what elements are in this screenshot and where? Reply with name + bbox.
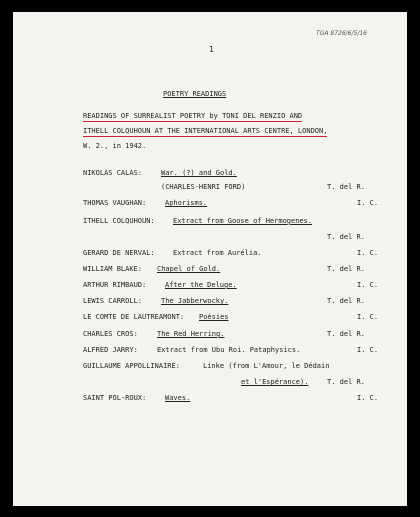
entry-author: LEWIS CARROLL:	[83, 297, 143, 305]
entry-credit: I. C.	[357, 346, 379, 354]
entry-work: The Red Herring.	[157, 330, 225, 338]
entry-author: GERARD DE NERVAL:	[83, 249, 155, 257]
archive-reference: TGA 8726/6/5/16	[316, 30, 367, 37]
entry-author: WILLIAM BLAKE:	[83, 265, 143, 273]
entry-author: NIKOLAS CALAS:	[83, 169, 143, 177]
entry-work: Extract from Aurélia.	[173, 249, 262, 257]
document-page	[13, 12, 407, 506]
entry-work: War. (?) and Gold.	[161, 169, 237, 177]
document-title: POETRY READINGS	[163, 90, 227, 98]
entry-credit: T. del R.	[327, 330, 365, 338]
entry-credit: I. C.	[357, 199, 379, 207]
entry-work: Extract from Ubu Roi. Pataphysics.	[157, 346, 301, 354]
entry-note: (CHARLES-HENRI FORD)	[161, 183, 246, 191]
entry-credit: T. del R.	[327, 265, 365, 273]
entry-credit: I. C.	[357, 281, 379, 289]
entry-author: ARTHUR RIMBAUD:	[83, 281, 147, 289]
entry-credit: T. del R.	[327, 233, 365, 241]
intro-line-3: W. 2., in 1942.	[83, 142, 147, 150]
entry-author: GUILLAUME APPOLLINAIRE:	[83, 362, 180, 370]
entry-note: et l'Espérance).	[241, 378, 309, 386]
entry-work: Poésies	[199, 313, 229, 321]
entry-work: Chapel of Gold.	[157, 265, 221, 273]
entry-author: CHARLES CROS:	[83, 330, 138, 338]
entry-author: ALFRED JARRY:	[83, 346, 138, 354]
entry-work: Extract from Goose of Hermogenes.	[173, 217, 313, 225]
entry-credit: I. C.	[357, 394, 379, 402]
page-number: 1	[209, 45, 214, 54]
entry-credit: T. del R.	[327, 378, 365, 386]
entry-work: Aphorisms.	[165, 199, 208, 207]
intro-line-1: READINGS OF SURREALIST POETRY by TONI DEL RENZIO AND	[83, 112, 303, 120]
entry-credit: T. del R.	[327, 297, 365, 305]
entry-work: The Jabberwocky.	[161, 297, 229, 305]
entry-work: Linke (from L'Amour, le Dédain	[203, 362, 330, 370]
entry-author: SAINT POL-ROUX:	[83, 394, 147, 402]
entry-work: After the Deluge.	[165, 281, 237, 289]
entry-credit: T. del R.	[327, 183, 365, 191]
entry-credit: I. C.	[357, 313, 379, 321]
entry-author: ITHELL COLQUHOUN:	[83, 217, 155, 225]
entry-author: LE COMTE DE LAUTREAMONT:	[83, 313, 185, 321]
intro-line-2: ITHELL COLQUHOUN AT THE INTERNATIONAL ARTS CENTRE, LONDON,	[83, 127, 328, 135]
entry-author: THOMAS VAUGHAN:	[83, 199, 147, 207]
entry-credit: I. C.	[357, 249, 379, 257]
entry-work: Waves.	[165, 394, 191, 402]
